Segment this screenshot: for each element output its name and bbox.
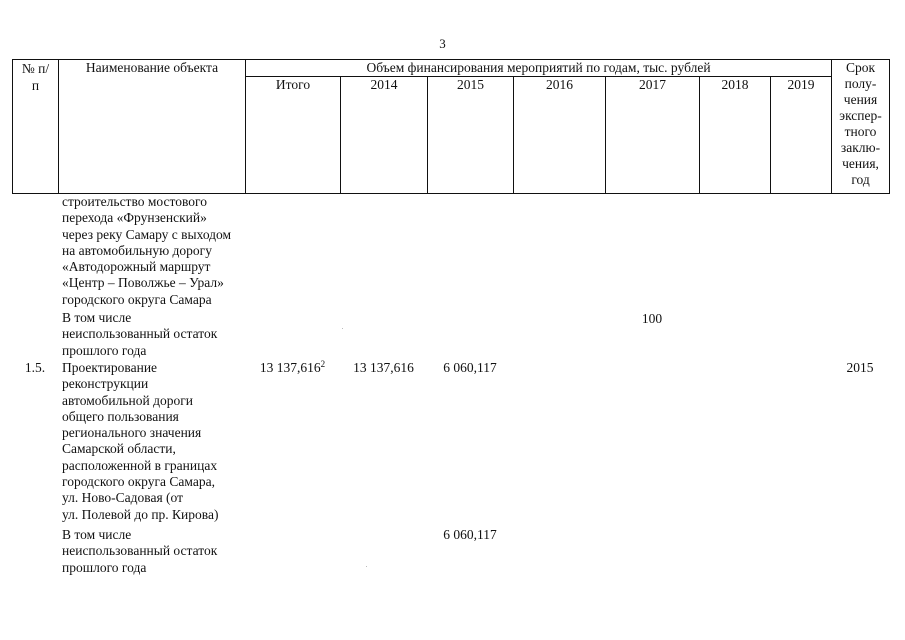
sub1-name: В том числе неиспользованный остаток прошлого года xyxy=(62,310,218,358)
sub2-value-2015: 6 060,117 xyxy=(443,527,497,542)
header-itogo: Итого xyxy=(246,77,341,194)
item-value-2015: 6 060,117 xyxy=(443,360,497,375)
header-number: № п/п xyxy=(13,60,59,194)
header-srok: Срок полу- чения экспер- тного заклю- чения, год xyxy=(832,60,890,194)
item-value-2014: 13 137,616 xyxy=(353,360,414,375)
item-srok: 2015 xyxy=(846,360,874,375)
header-year-2018: 2018 xyxy=(700,77,771,194)
item-itogo: 13 137,616$^2$ xyxy=(259,359,326,375)
item-number: 1.5. xyxy=(24,360,46,375)
header-year-2015: 2015 xyxy=(428,77,514,194)
header-volume: Объем финансирования мероприятий по годам, тыс. рублей xyxy=(246,60,832,77)
continuation-name: строительство мостового перехода «Фрунзенский» через реку Самару с выходом на автомобильную дорогу «Автодорожный маршрут «Центр – Поволжье – Урал» городского округа Самара xyxy=(62,194,232,307)
header-year-2017: 2017 xyxy=(606,77,700,194)
sub1-value-2017: 100 xyxy=(641,311,663,326)
header-year-2016: 2016 xyxy=(514,77,606,194)
footnote-mark: 2 xyxy=(320,359,326,369)
item-name: Проектирование реконструкции автомобильной дороги общего пользования регионального значения Самарской области, расположенной в границах городского округа Самара, ул. Ново-Садовая (от ул. Полевой до пр. Кирова) xyxy=(62,360,219,522)
header-year-2019: 2019 xyxy=(771,77,832,194)
table-header xyxy=(12,59,890,194)
scan-speck xyxy=(366,566,367,567)
scan-speck xyxy=(342,328,343,329)
sub2-name: В том числе неиспользованный остаток прошлого года xyxy=(62,527,218,575)
page-number: 3 xyxy=(439,36,446,51)
header-name: Наименование объекта xyxy=(59,60,246,194)
header-year-2014: 2014 xyxy=(341,77,428,194)
